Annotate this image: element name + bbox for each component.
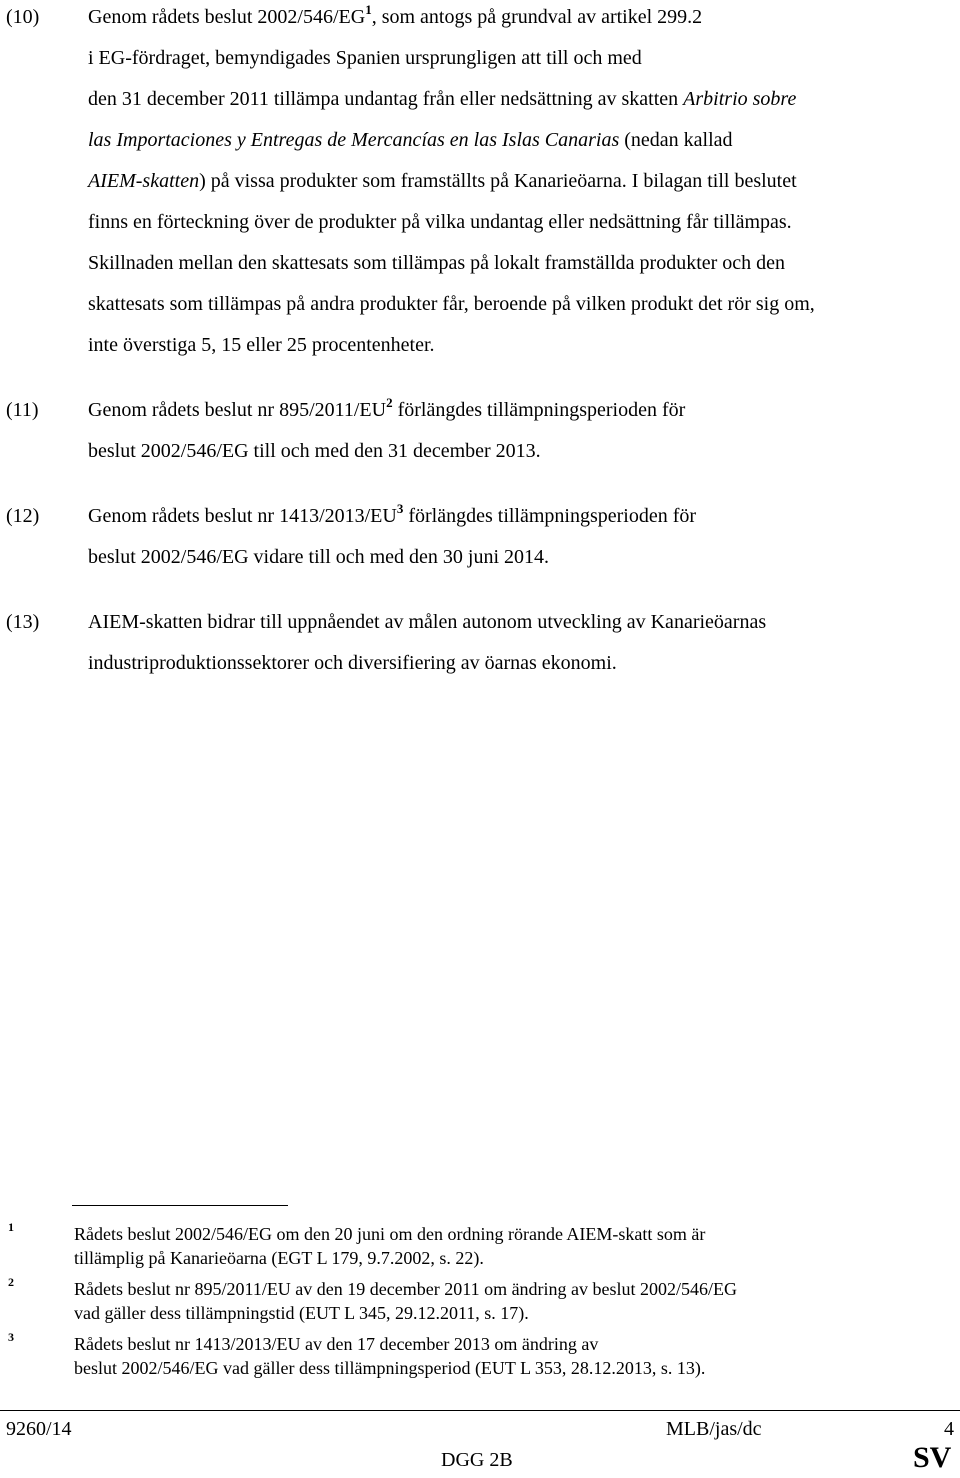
footnote-text: Rådets beslut nr 1413/2013/EU av den 17 december 2013 om ändring av beslut 2002/546/EG vad gäller dess tillämpningsperiod (EUT L 353, 28.12.2013, s. 13).: [74, 1334, 706, 1378]
recital-number: (13): [6, 611, 40, 633]
footnote-text: Rådets beslut nr 895/2011/EU av den 19 december 2011 om ändring av beslut 2002/546/EG vad gäller dess tillämpningstid (EUT L 345, 29.12.2011, s. 17).: [74, 1279, 738, 1323]
footer-page-number: 4: [944, 1418, 954, 1440]
footer-rule: [0, 1410, 960, 1411]
text-line: Genom rådets beslut nr $895/2011/EU^2$ förlängdes tillämpningsperioden för: [88, 395, 686, 421]
text-line: skattesats som tillämpas på andra produkter får, beroende på vilken produkt det rör sig om,: [88, 293, 815, 315]
text-line: Genom rådets beslut nr $1413/2013/EU^3$ förlängdes tillämpningsperioden för: [88, 501, 697, 527]
recital-text: [88, 0, 956, 366]
text-line: i EG-fördraget, bemyndigades Spanien ursprungligen att till och med: [88, 47, 642, 69]
footer-department: DGG 2B: [441, 1449, 513, 1471]
footnote-number: 3: [8, 1330, 14, 1344]
text-line: industriproduktionssektorer och diversifiering av öarnas ekonomi.: [88, 652, 617, 674]
text-line: finns en förteckning över de produkter på vilka undantag eller nedsättning får tillämpas.: [88, 211, 792, 233]
footer-doc-ref: 9260/14: [6, 1418, 72, 1440]
footnote-ref-1[interactable]: 1: [365, 2, 372, 17]
footer-initials: MLB/jas/dc: [666, 1418, 762, 1440]
recital-text: [88, 496, 956, 578]
text-line: beslut 2002/546/EG vidare till och med den 30 juni 2014.: [88, 546, 550, 568]
recital-number: (11): [6, 399, 39, 421]
text-line: AIEM-skatten) på vissa produkter som framställts på Kanarieöarna. I bilagan till beslutet: [88, 170, 797, 192]
footnote-separator: [72, 1205, 288, 1206]
footnote-ref-3[interactable]: 3: [396, 501, 404, 516]
footnote-number: 1: [8, 1220, 14, 1234]
recital-text: [88, 602, 956, 684]
footnote-number: 2: [8, 1275, 14, 1289]
recital-number: (12): [6, 505, 40, 527]
text-line: Skillnaden mellan den skattesats som tillämpas på lokalt framställda produkter och den: [88, 252, 786, 274]
text-line: inte överstiga 5, 15 eller 25 procentenheter.: [88, 334, 435, 356]
footnote-ref-2[interactable]: 2: [386, 395, 393, 410]
footnote-text: Rådets beslut 2002/546/EG om den 20 juni om den ordning rörande AIEM-skatt som är tillämplig på Kanarieöarna (EGT L 179, 9.7.2002, s. 22).: [74, 1224, 706, 1268]
footer-language: SV: [913, 1441, 952, 1474]
text-line: beslut 2002/546/EG till och med den 31 december 2013.: [88, 440, 541, 462]
text-line: Genom rådets beslut $2002/546/EG^1$, som antogs på grundval av artikel 299.2: [88, 2, 703, 28]
text-line: den 31 december 2011 tillämpa undantag från eller nedsättning av skatten Arbitrio sobre: [88, 88, 797, 110]
text-line: las Importaciones y Entregas de Mercancías en las Islas Canarias (nedan kallad: [88, 129, 733, 151]
recital-text: [88, 390, 956, 472]
text-line: AIEM-skatten bidrar till uppnåendet av målen autonom utveckling av Kanarieöarnas: [88, 611, 767, 633]
recital-number: (10): [6, 6, 40, 28]
